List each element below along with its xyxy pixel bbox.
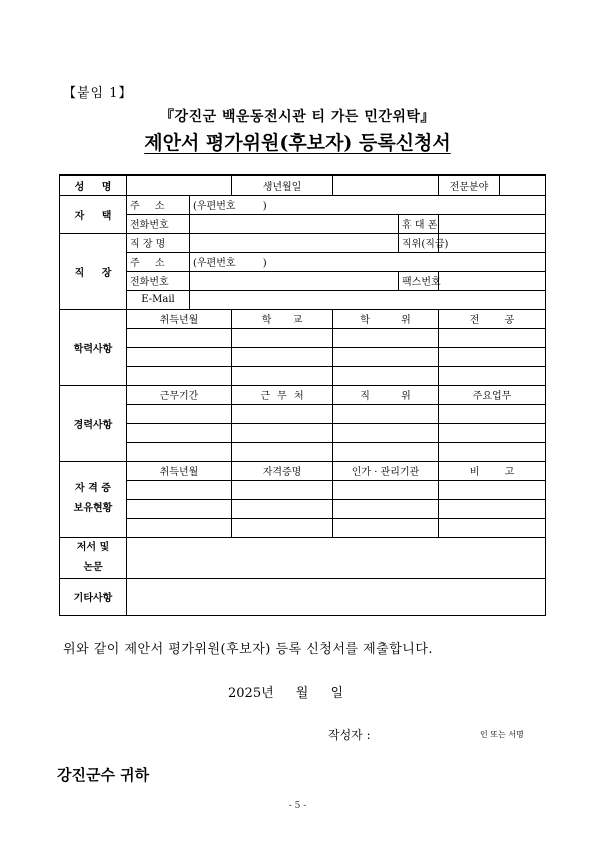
signature-hint: 인 또는 서명 [480, 730, 524, 739]
certs-col-name: 자격증명 [232, 461, 333, 480]
career-col-position: 직 위 [333, 385, 439, 404]
home-address-input[interactable] [190, 195, 546, 214]
certs-col-remarks: 비 고 [439, 461, 546, 480]
certs-label [60, 461, 127, 537]
work-label: 직 장 [60, 233, 127, 309]
email-label: E-Mail [127, 290, 190, 309]
certs-cell[interactable] [232, 518, 333, 537]
education-cell[interactable] [439, 328, 546, 347]
name-input-cell[interactable] [127, 175, 232, 195]
education-cell[interactable] [232, 328, 333, 347]
career-col-workplace: 근 무 처 [232, 385, 333, 404]
books-label-line2: 논문 [83, 561, 103, 573]
work-phone-input[interactable] [190, 271, 399, 290]
home-label: 자 택 [60, 195, 127, 233]
work-address-input[interactable] [190, 252, 546, 271]
fax-input[interactable] [439, 271, 546, 290]
company-label: 직 장 명 [127, 233, 190, 252]
certs-cell[interactable] [127, 499, 232, 518]
education-cell[interactable] [127, 328, 232, 347]
education-label: 학력사항 [60, 309, 127, 385]
home-phone-label: 전화번호 [127, 214, 190, 233]
specialty-input-cell[interactable] [500, 175, 546, 195]
attachment-label: 【붙임 1】 [63, 86, 133, 101]
career-cell[interactable] [333, 423, 439, 442]
career-cell[interactable] [333, 404, 439, 423]
education-col-major: 전 공 [439, 309, 546, 328]
registration-form-table [59, 174, 546, 616]
career-cell[interactable] [232, 442, 333, 461]
career-col-period: 근무기간 [127, 385, 232, 404]
home-postal-hint: (우편번호 ) [193, 201, 267, 212]
education-cell[interactable] [333, 347, 439, 366]
work-phone-label: 전화번호 [127, 271, 190, 290]
education-cell[interactable] [232, 366, 333, 385]
name-label: 성 명 [60, 175, 127, 195]
birth-label: 생년월일 [232, 175, 333, 195]
company-input[interactable] [190, 233, 399, 252]
certs-cell[interactable] [333, 480, 439, 499]
home-phone-input[interactable] [190, 214, 399, 233]
certs-cell[interactable] [127, 518, 232, 537]
certs-col-agency: 인가 · 관리기관 [333, 461, 439, 480]
career-label: 경력사항 [60, 385, 127, 461]
submission-statement: 위와 같이 제안서 평가위원(후보자) 등록 신청서를 제출합니다. [63, 642, 434, 657]
work-postal-hint: (우편번호 ) [193, 258, 267, 269]
career-col-duties: 주요업무 [439, 385, 546, 404]
certs-cell[interactable] [439, 480, 546, 499]
education-col-degree: 학 위 [333, 309, 439, 328]
books-label-line1: 저서 및 [76, 541, 110, 553]
education-cell[interactable] [439, 347, 546, 366]
mobile-input[interactable] [439, 214, 546, 233]
certs-col-date: 취득년월 [127, 461, 232, 480]
certs-cell[interactable] [232, 499, 333, 518]
position-label: 직위(직급) [399, 233, 439, 252]
career-cell[interactable] [232, 404, 333, 423]
submission-date[interactable]: 2025년 월 일 [228, 686, 344, 701]
certs-cell[interactable] [127, 480, 232, 499]
form-title [0, 128, 595, 155]
certs-cell[interactable] [232, 480, 333, 499]
education-cell[interactable] [232, 347, 333, 366]
certs-cell[interactable] [333, 499, 439, 518]
addressee: 강진군수 귀하 [57, 766, 150, 784]
certs-label-line2: 보유현황 [73, 503, 113, 514]
career-cell[interactable] [127, 404, 232, 423]
form-subtitle: 『강진군 백운동전시관 티 가든 민간위탁』 [160, 109, 435, 125]
form-title-text: 제안서 평가위원(후보자) 등록신청서 [144, 132, 451, 154]
other-input[interactable] [127, 578, 546, 615]
education-cell[interactable] [333, 366, 439, 385]
education-cell[interactable] [333, 328, 439, 347]
position-input[interactable] [439, 233, 546, 252]
education-cell[interactable] [439, 366, 546, 385]
education-cell[interactable] [127, 347, 232, 366]
career-cell[interactable] [439, 423, 546, 442]
mobile-label: 휴 대 폰 [399, 214, 439, 233]
books-label [60, 537, 127, 578]
writer-label: 작성자 : [328, 728, 371, 742]
certs-cell[interactable] [439, 499, 546, 518]
education-col-date: 취득년월 [127, 309, 232, 328]
career-cell[interactable] [439, 442, 546, 461]
email-input[interactable] [190, 290, 546, 309]
education-col-school: 학 교 [232, 309, 333, 328]
education-cell[interactable] [127, 366, 232, 385]
career-cell[interactable] [333, 442, 439, 461]
certs-cell[interactable] [439, 518, 546, 537]
specialty-label: 전문분야 [439, 175, 500, 195]
certs-label-line1: 자 격 증 [75, 483, 111, 494]
fax-label: 팩스번호 [399, 271, 439, 290]
career-cell[interactable] [439, 404, 546, 423]
career-cell[interactable] [232, 423, 333, 442]
certs-cell[interactable] [333, 518, 439, 537]
other-label: 기타사항 [60, 578, 127, 615]
career-cell[interactable] [127, 423, 232, 442]
page-number: - 5 - [288, 801, 307, 811]
work-address-label: 주 소 [127, 252, 190, 271]
home-address-label: 주 소 [127, 195, 190, 214]
books-input[interactable] [127, 537, 546, 578]
birth-input-cell[interactable] [333, 175, 439, 195]
career-cell[interactable] [127, 442, 232, 461]
